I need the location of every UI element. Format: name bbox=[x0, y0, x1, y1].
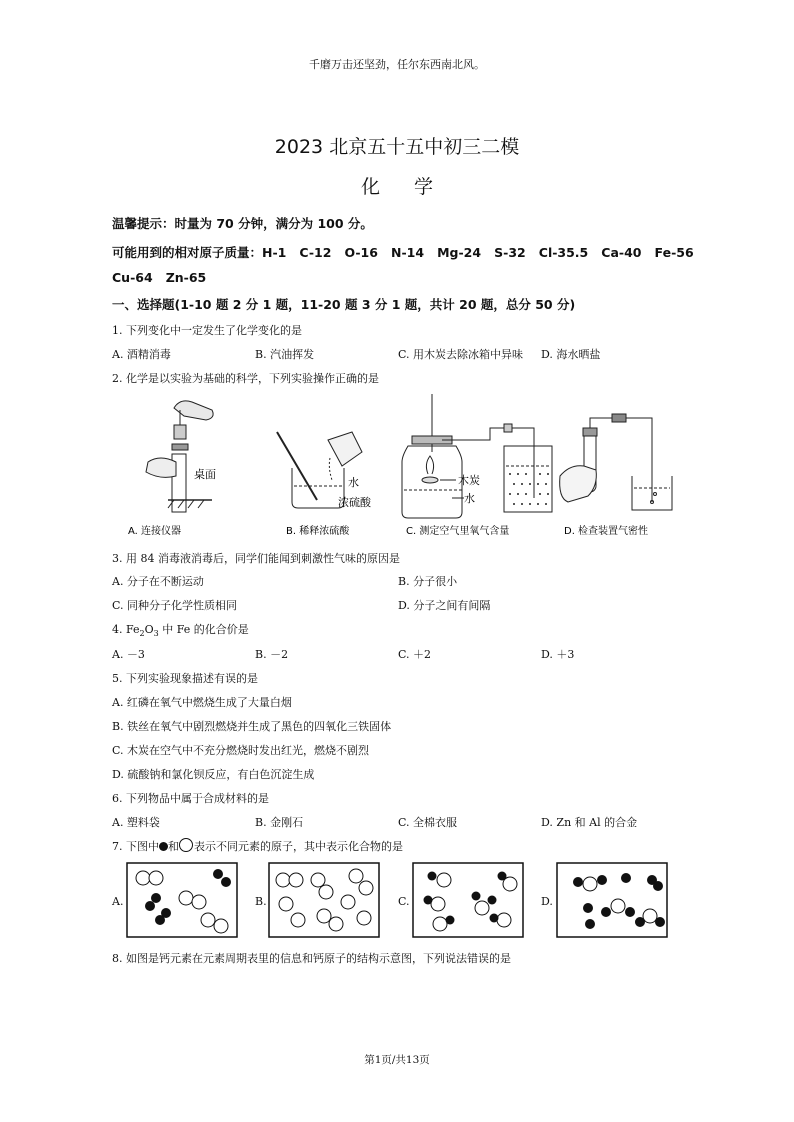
label-charcoal: 木炭 bbox=[458, 474, 480, 487]
figure-a-connect-instrument bbox=[146, 401, 213, 512]
figure-c-oxygen-test bbox=[402, 394, 552, 518]
section-heading: 一、选择题(1-10 题 2 分 1 题，11-20 题 3 分 1 题，共计 20 题，总分 50 分) bbox=[112, 297, 576, 312]
q5-option-d: D. 硫酸钠和氯化钡反应，有白色沉淀生成 bbox=[112, 768, 315, 781]
q1-option-b: B. 汽油挥发 bbox=[255, 348, 315, 361]
q7-box-c bbox=[412, 862, 524, 938]
q6-option-c: C. 全棉衣服 bbox=[398, 816, 458, 829]
q4-stem-pre: 4. Fe bbox=[112, 623, 140, 636]
q4-option-b: B. －2 bbox=[255, 648, 289, 661]
caption-a: A. 连接仪器 bbox=[128, 526, 182, 537]
subject-title: 化学 bbox=[360, 176, 467, 198]
q3-option-d: D. 分子之间有间隔 bbox=[398, 599, 491, 612]
q1-option-d: D. 海水晒盐 bbox=[541, 348, 601, 361]
atomic-masses-line1: 可能用到的相对原子质量：H-1 C-12 O-16 N-14 Mg-24 S-32 Cl-35.5 Ca-40 Fe-56 bbox=[112, 245, 694, 260]
q1-option-c: C. 用木炭去除冰箱中异味 bbox=[398, 348, 524, 361]
page-title: 2023 北京五十五中初三二模 bbox=[274, 136, 520, 158]
q7-box-d bbox=[556, 862, 668, 938]
label-water-c: 水 bbox=[464, 492, 475, 505]
q6-option-d: D. Zn 和 Al 的合金 bbox=[541, 816, 638, 829]
q6-option-a: A. 塑料袋 bbox=[112, 816, 160, 829]
label-desk: 桌面 bbox=[194, 468, 216, 481]
figure-d-airtightness bbox=[560, 414, 672, 510]
q1-option-a: A. 酒精消毒 bbox=[112, 348, 171, 361]
header-motto: 千磨万击还坚劲，任尔东西南北风。 bbox=[309, 58, 485, 71]
q7-stem-mid: 和 bbox=[168, 840, 179, 853]
q7-option-d-label: D. bbox=[541, 895, 553, 908]
question-5: 5. 下列实验现象描述有误的是 bbox=[112, 672, 258, 685]
label-water: 水 bbox=[348, 476, 359, 489]
q3-option-b: B. 分子很小 bbox=[398, 575, 458, 588]
caption-d: D. 检查装置气密性 bbox=[564, 526, 649, 537]
label-conc-acid: 浓硫酸 bbox=[338, 496, 371, 509]
atomic-masses-line2: Cu-64 Zn-65 bbox=[112, 270, 207, 285]
question-8: 8. 如图是钙元素在元素周期表里的信息和钙原子的结构示意图，下列说法错误的是 bbox=[112, 952, 511, 965]
hint-line: 温馨提示：时量为 70 分钟，满分为 100 分。 bbox=[112, 216, 373, 231]
q7-stem-pre: 7. 下图中 bbox=[112, 840, 159, 853]
q4-sub-2: 3 bbox=[153, 629, 159, 639]
q4-sub-1: 2 bbox=[139, 629, 145, 639]
q4-option-a: A. －3 bbox=[112, 648, 145, 661]
question-3: 3. 用 84 消毒液消毒后，同学们能闻到刺激性气味的原因是 bbox=[112, 552, 400, 565]
page-footer: 第1页/共13页 bbox=[364, 1054, 430, 1066]
black-atom-icon bbox=[159, 842, 168, 851]
caption-b: B. 稀释浓硫酸 bbox=[286, 526, 350, 537]
q7-box-a bbox=[126, 862, 238, 938]
q4-stem-post: 中 Fe 的化合价是 bbox=[158, 623, 249, 636]
question-1: 1. 下列变化中一定发生了化学变化的是 bbox=[112, 324, 302, 337]
white-atom-icon bbox=[179, 838, 193, 852]
q5-option-c: C. 木炭在空气中不充分燃烧时发出红光，燃烧不剧烈 bbox=[112, 744, 370, 757]
q7-box-b bbox=[268, 862, 380, 938]
question-2: 2. 化学是以实验为基础的科学，下列实验操作正确的是 bbox=[112, 372, 379, 385]
q4-stem-mid: O bbox=[144, 623, 154, 636]
question-4 bbox=[112, 621, 249, 638]
q4-option-d: D. ＋3 bbox=[541, 648, 575, 661]
caption-c: C. 测定空气里氧气含量 bbox=[406, 526, 510, 537]
q2-figure bbox=[112, 390, 702, 550]
q5-option-a: A. 红磷在氧气中燃烧生成了大量白烟 bbox=[112, 696, 292, 709]
question-7 bbox=[112, 838, 403, 854]
q4-option-c: C. ＋2 bbox=[398, 648, 432, 661]
question-6: 6. 下列物品中属于合成材料的是 bbox=[112, 792, 269, 805]
q3-option-c: C. 同种分子化学性质相同 bbox=[112, 599, 238, 612]
q5-option-b: B. 铁丝在氧气中剧烈燃烧并生成了黑色的四氧化三铁固体 bbox=[112, 720, 392, 733]
q7-stem-post: 表示不同元素的原子，其中表示化合物的是 bbox=[194, 840, 403, 853]
q3-option-a: A. 分子在不断运动 bbox=[112, 575, 204, 588]
q6-option-b: B. 金刚石 bbox=[255, 816, 304, 829]
q7-option-c-label: C. bbox=[398, 895, 410, 908]
q7-option-b-label: B. bbox=[255, 895, 267, 908]
q7-option-a-label: A. bbox=[112, 895, 124, 908]
